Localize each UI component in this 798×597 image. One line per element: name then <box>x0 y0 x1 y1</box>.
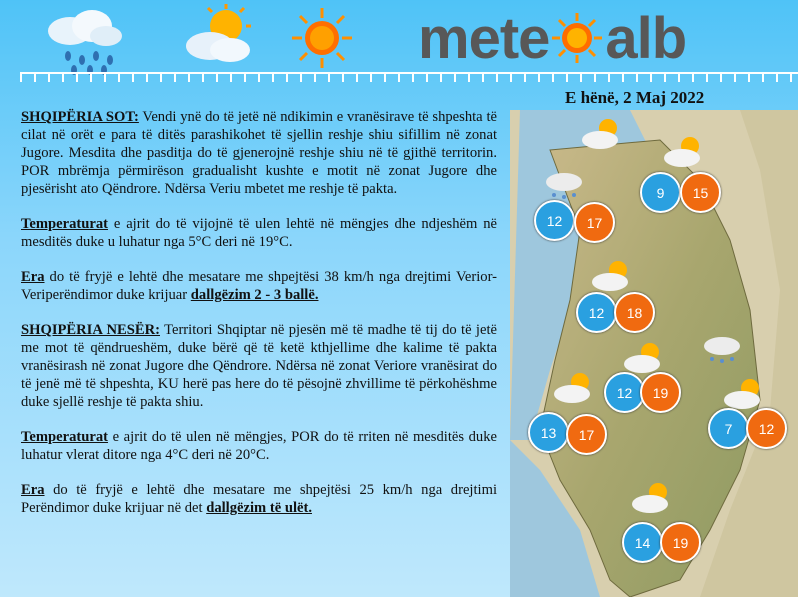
today-wind-paragraph: Era do të fryjë e lehtë dhe mesatare me shpejtësi 38 km/h nga drejtimi Verior-Veriperëndimor duke krijuar dallgëzim 2 - 3 ballë. <box>21 269 497 303</box>
sarande-min-temp: 14 <box>622 522 663 563</box>
rain-cloud-icon <box>40 6 130 76</box>
cloud-sun-icon <box>550 372 596 404</box>
cloud-sun-icon <box>588 260 634 292</box>
sun-icon <box>290 6 354 70</box>
shkoder-min-temp: 12 <box>534 200 575 241</box>
sarande-max-temp: 19 <box>660 522 701 563</box>
kukes-min-temp: 9 <box>640 172 681 213</box>
tomorrow-paragraph: SHQIPËRIA NESËR: Territori Shqiptar në pjesën më të madhe të tij do të jetë me mot të qëndrueshëm, duke bërë që të ketë kthjellime dhe kalime të pakta vranësirash në zonat Jugore dhe Qëndrore. Ndërsa në zonat Veriore vranësirat do të jenë më të shpeshta, KU herë pas here do të pësojnë zhvillime të përkohëshme duke sjellë reshje të pakta shiu. <box>21 322 497 410</box>
cloud-sun-icon <box>620 342 666 374</box>
shkoder-max-temp: 17 <box>574 202 615 243</box>
forecast-date: E hënë, 2 Maj 2022 <box>565 88 705 107</box>
fier-max-temp: 17 <box>566 414 607 455</box>
forecast-text <box>21 108 497 534</box>
cloud-rain-icon <box>700 332 746 364</box>
korce-min-temp: 7 <box>708 408 749 449</box>
sun-cloud-icon <box>180 4 260 70</box>
tirane-max-temp: 18 <box>614 292 655 333</box>
tirane-min-temp: 12 <box>576 292 617 333</box>
today-title: SHQIPËRIA SOT: <box>21 109 139 125</box>
cloud-sun-icon <box>578 118 624 150</box>
elbasan-min-temp: 12 <box>604 372 645 413</box>
albania-map <box>510 110 798 597</box>
today-temp-paragraph: Temperaturat e ajrit do të vijojnë të ulen lehtë në mëngjes dhe ndjeshëm në mesditës duke u luhatur nga 5°C deri në 19°C. <box>21 216 497 250</box>
today-paragraph: SHQIPËRIA SOT: Vendi ynë do të jetë në ndikimin e vranësirave të shpeshta të cilat në orët e para të ditës parashikohet të sjellin reshje shiu sifillim në zonat Jugore. Mesdita dhe pasditja do të gjenerojnë reshje shiu në të gjithë territorin. POR mbrëmja përmirëson gradualisht kushte e motit në zonat Jugore dhe pjesërisht ato Qëndrore. Ndërsa Veriu mbetet me reshje të pakta. <box>21 109 497 197</box>
korce-max-temp: 12 <box>746 408 787 449</box>
meteoalb-logo: mete alb <box>418 6 687 71</box>
cloud-sun-icon <box>720 378 766 410</box>
header <box>0 0 798 88</box>
logo-sun-icon <box>551 12 603 64</box>
cloud-rain-icon <box>542 168 588 200</box>
tomorrow-wind-paragraph: Era do të fryjë e lehtë dhe mesatare me shpejtësi 25 km/h nga drejtimi Perëndimor duke krijuar në det dallgëzim të ulët. <box>21 482 497 516</box>
cloud-sun-icon <box>628 482 674 514</box>
ruler-divider <box>20 72 798 86</box>
cloud-sun-icon <box>660 136 706 168</box>
tomorrow-temp-paragraph: Temperaturat e ajrit do të ulen në mëngjes, POR do të rriten në mesditës duke luhatur vlerat ditore nga 4°C deri në 20°C. <box>21 429 497 463</box>
fier-min-temp: 13 <box>528 412 569 453</box>
tomorrow-title: SHQIPËRIA NESËR: <box>21 322 160 338</box>
elbasan-max-temp: 19 <box>640 372 681 413</box>
kukes-max-temp: 15 <box>680 172 721 213</box>
